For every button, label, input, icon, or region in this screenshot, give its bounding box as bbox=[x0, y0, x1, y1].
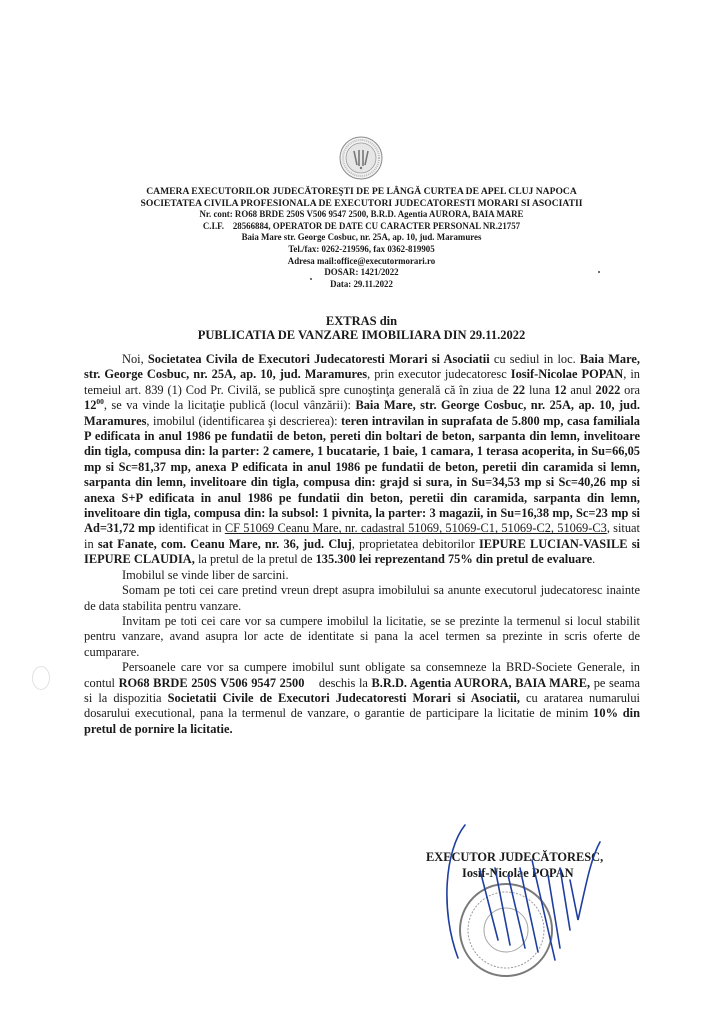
header-date: Data: 29.11.2022 bbox=[330, 278, 393, 289]
document-body bbox=[84, 352, 640, 737]
paragraph-encumbrances: Imobilul se vinde liber de sarcini. bbox=[122, 567, 289, 582]
document-title bbox=[0, 314, 723, 342]
header-phone: Tel./fax: 0262-219596, fax 0362-819905 bbox=[288, 243, 435, 254]
handwritten-signature-icon bbox=[420, 820, 620, 970]
paragraph-guarantee: Persoanele care vor sa cumpere imobilul sunt obligate sa consemneze la BRD-Societe Generale, in contul RO68 BRDE 250S V506 9547 2500 deschis la B.R.D. Agentia AURORA, BAIA MARE, pe seama si la dispozitia Societatii Civile de Executori Judecatoresti Morari si Asociatii, cu aratarea numarului dosarului executional, pana la termenul de vanzare, o garantie de participare la licitatie de minim 10% din pretul de pornire la licitatie. bbox=[84, 660, 640, 736]
bank-account: RO68 BRDE 250S V506 9547 2500 bbox=[118, 675, 305, 690]
letterhead bbox=[0, 186, 723, 290]
signatory-title: EXECUTOR JUDECĂTORESC, bbox=[426, 850, 604, 864]
title-line-2: PUBLICATIA DE VANZARE IMOBILIARA DIN 29.11.2022 bbox=[197, 328, 526, 342]
header-account: Nr. cont: RO68 BRDE 250S V506 9547 2500, B.R.D. Agentia AURORA, BAIA MARE bbox=[199, 209, 524, 220]
title-line-1: EXTRAS din bbox=[325, 314, 398, 328]
punch-hole-mark bbox=[32, 666, 50, 690]
header-chamber: CAMERA EXECUTORILOR JUDECĂTOREŞTI DE PE LÂNGĂ CURTEA DE APEL CLUJ NAPOCA bbox=[146, 186, 577, 197]
header-company: SOCIETATEA CIVILA PROFESIONALA DE EXECUTORI JUDECATORESTI MORARI SI ASOCIATII bbox=[140, 197, 583, 209]
paragraph-announcement: Noi, Societatea Civila de Executori Judecatoresti Morari si Asociatii cu sediul in loc. Baia Mare, str. George Cosbuc, nr. 25A, ap. 10, jud. Maramures, prin executor judecatoresc Iosif-Nicolae POPAN, in temeiul art. 839 (1) Cod Pr. Civilă, se publică spre cunoştinţa generală că în ziua de 22 luna 12 anul 2022 ora $12^{00}$, se va vinde la licitaţie publică (locul vânzării): Baia Mare, str. George Cosbuc, nr. 25A, ap. 10, jud. Maramures, imobilul (identificarea şi descrierea): teren intravilan in suprafata de 5.800 mp, casa familiala P edificata in anul 1986 pe fundatii de beton, pereti din boltari de beton, sarpanta din lemn, invelitoare din tigla, compusa din: la parter: 2 camere, 1 bucatarie, 1 baie, 1 camara, 1 terasa acoperita, in Su=66,05 mp si Sc=81,37 mp, anexa P edificata in anul 1986 pe fundatii de beton, peretii din caramida si lemn, sarpanta din lemn, invelitoare din tigla, compusa din: grajd si sura, in Su=34,53 mp si Sc=40,26 mp si anexa S+P edificata in anul 1986 pe fundatii din beton, peretii din caramida, sarpanta din lemn, invelitoare din tigla, compusa din: la subsol: 1 pivnita, la parter: 3 magazii, in Su=16,38 mp, Sc=23 mp si Ad=31,72 mp identificat in CF 51069 Ceanu Mare, nr. cadastral 51069, 51069-C1, 51069-C2, 51069-C3, situat in sat Fanate, com. Ceanu Mare, nr. 36, jud. Cluj, proprietatea debitorilor IEPURE LUCIAN-VASILE si IEPURE CLAUDIA, la pretul de la pretul de 135.300 lei reprezentand 75% din pretul de evaluare. bbox=[84, 352, 640, 567]
header-address: Baia Mare str. George Cosbuc, nr. 25A, ap. 10, jud. Maramures bbox=[241, 232, 482, 243]
header-cif: C.I.F. 28566884, OPERATOR DE DATE CU CARACTER PERSONAL NR.21757 bbox=[202, 220, 521, 231]
header-email: Adresa mail:office@executormorari.ro bbox=[287, 255, 436, 266]
paragraph-invitation: Invitam pe toti cei care vor sa cumpere imobilul la licitatie, se se prezinte la termenul si locul stabilit pentru vanzare, avand asupra lor acte de identitate si pana la acel termen sa prezinte in scris oferte de cumparare. bbox=[84, 613, 640, 659]
paragraph-summons: Somam pe toti cei care pretind vreun drept asupra imobilului sa anunte executorul judecatoresc inainte de data stabilita pentru vanzare. bbox=[84, 583, 640, 613]
starting-price: 135.300 lei reprezentand 75% din pretul de evaluare bbox=[315, 552, 593, 567]
chamber-seal-logo-icon bbox=[339, 136, 383, 180]
cadastral-reference: CF 51069 Ceanu Mare, nr. cadastral 51069, 51069-C1, 51069-C2, 51069-C3 bbox=[224, 521, 607, 536]
header-dosar: DOSAR: 1421/2022 bbox=[324, 267, 399, 278]
signatory-name: Iosif-Nicolae POPAN bbox=[462, 866, 574, 880]
